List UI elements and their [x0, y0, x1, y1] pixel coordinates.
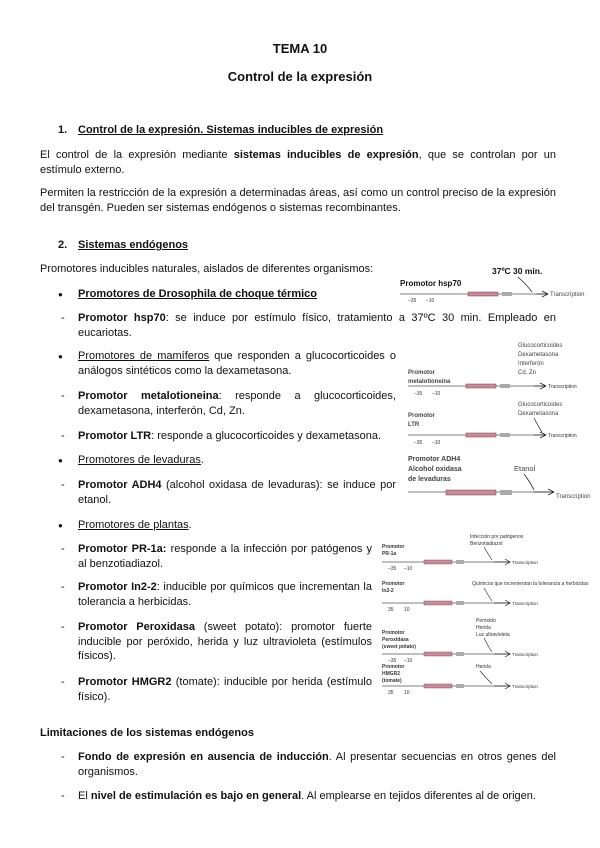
- metallothionein-item: Promotor metalotioneina: responde a glucocorticoides, dexametasona, interferón, Cd, Zn.: [78, 390, 396, 417]
- svg-text:35: 35: [388, 607, 394, 613]
- svg-text:(tomate): (tomate): [382, 678, 402, 684]
- section-1-heading: Control de la expresión. Sistemas inducibles de expresión: [78, 124, 384, 136]
- svg-text:–35: –35: [388, 658, 397, 664]
- svg-text:35: 35: [388, 690, 394, 696]
- hmgr2-promoter-diagram: [380, 660, 590, 696]
- transcription-arrow-icon: [534, 383, 546, 389]
- dash-marker: -: [61, 751, 65, 763]
- svg-text:Transcription: Transcription: [512, 601, 538, 606]
- dash-marker: -: [61, 312, 65, 324]
- bullet-marker: ●: [58, 521, 63, 530]
- dash-marker: -: [61, 581, 65, 593]
- transcription-arrow-icon: [494, 651, 510, 657]
- gene-box: [456, 560, 464, 564]
- dash-marker: -: [61, 543, 65, 555]
- peroxidase-promoter-diagram: [380, 614, 590, 664]
- pr1a-promoter-diagram: [380, 530, 590, 572]
- in22-item: Promotor In2-2: inducible por químicos que incrementan la tolerancia a herbicidas.: [78, 581, 372, 608]
- yeast-item: Promotores de levaduras.: [78, 454, 204, 466]
- svg-text:Promotor: Promotor: [408, 370, 435, 376]
- hmgr2-item: Promotor HMGR2 (tomate): inducible por herida (estímulo físico).: [78, 676, 372, 703]
- svg-text:Transcription: Transcription: [548, 384, 577, 390]
- adh4-promoter-diagram: [406, 452, 600, 504]
- promoter-box: [446, 490, 496, 495]
- svg-text:Alcohol oxidasa: Alcohol oxidasa: [408, 466, 462, 473]
- svg-text:Glucocorticoides: Glucocorticoides: [518, 343, 563, 349]
- limitations-heading: Limitaciones de los sistemas endógenos: [40, 727, 254, 739]
- svg-text:Luz ultravioleta: Luz ultravioleta: [476, 632, 510, 638]
- section-2-heading: Sistemas endógenos: [78, 239, 189, 251]
- hsp70-transcription: Transcription: [550, 292, 585, 298]
- hsp70-item: Promotor hsp70: se induce por estímulo físico, tratamiento a 37ºC 30 min. Empleado en eucariotas.: [78, 312, 556, 339]
- gene-box: [456, 684, 464, 688]
- svg-text:Transcription: Transcription: [512, 560, 538, 565]
- svg-text:PR-1a: PR-1a: [382, 551, 397, 557]
- svg-text:Dexametasona: Dexametasona: [518, 352, 559, 358]
- svg-text:Transcription: Transcription: [548, 433, 577, 439]
- in22-promoter-diagram: [380, 575, 598, 613]
- svg-text:Promotor: Promotor: [382, 581, 405, 587]
- dash-marker: -: [61, 676, 65, 688]
- pr1a-item: Promotor PR-1a: responde a la infección por patógenos y al benzotiadiazol.: [78, 543, 372, 570]
- mammals-item: Promotores de mamíferos que responden a glucocorticoides o análogos sintéticos como la dexametasona.: [78, 350, 396, 377]
- promoter-box: [424, 684, 452, 688]
- svg-text:Químicos que incrementan la to: Químicos que incrementan la tolerancia a herbicidas: [472, 581, 589, 587]
- gene-box: [456, 601, 464, 605]
- transcription-arrow-icon: [494, 600, 510, 606]
- svg-text:Promotor: Promotor: [408, 413, 435, 419]
- svg-text:metalotioneina: metalotioneina: [408, 379, 451, 385]
- section-2-intro: Promotores inducibles naturales, aislados de diferentes organismos:: [40, 263, 374, 275]
- svg-text:Glucocorticoides: Glucocorticoides: [518, 402, 563, 408]
- hsp70-promoter-diagram: [398, 264, 600, 304]
- svg-text:Interferón: Interferón: [518, 361, 544, 367]
- svg-text:Transcription: Transcription: [512, 652, 538, 657]
- svg-text:–10: –10: [404, 566, 413, 572]
- svg-text:Herida: Herida: [476, 664, 491, 670]
- limitation-2: El nivel de estimulación es bajo en general. Al emplearse en tejidos diferentes al de origen.: [78, 790, 536, 802]
- svg-text:HMGR2: HMGR2: [382, 671, 401, 677]
- gene-box: [500, 384, 510, 388]
- page-title: TEMA 10: [272, 41, 328, 56]
- svg-text:LTR: LTR: [408, 422, 420, 428]
- transcription-arrow-icon: [534, 489, 554, 495]
- svg-text:–10: –10: [432, 391, 441, 397]
- drosophila-heading: Promotores de Drosophila de choque térmico: [78, 288, 317, 300]
- dash-marker: -: [61, 479, 65, 491]
- gene-box: [500, 433, 510, 437]
- dash-marker: -: [61, 430, 65, 442]
- gene-box: [502, 292, 512, 296]
- svg-text:–10: –10: [432, 440, 441, 446]
- svg-text:Promotor: Promotor: [382, 630, 405, 636]
- dash-marker: -: [61, 390, 65, 402]
- bullet-marker: ●: [58, 290, 63, 299]
- svg-text:In2-2: In2-2: [382, 588, 394, 594]
- bullet-marker: ●: [58, 456, 63, 465]
- svg-text:Promotor ADH4: Promotor ADH4: [408, 456, 461, 463]
- limitation-1: Fondo de expresión en ausencia de inducción. Al presentar secuencias en otros genes del organismos.: [78, 751, 557, 778]
- svg-text:10: 10: [404, 607, 410, 613]
- svg-text:Promotor: Promotor: [382, 664, 405, 670]
- svg-text:Etanol: Etanol: [514, 464, 536, 473]
- svg-text:10: 10: [404, 690, 410, 696]
- section-1-paragraph-2: Permiten la restricción de la expresión a determinadas áreas, así como un control preciso de la expresión del transgén. Pueden ser sistemas endógenos o sistemas recombinantes.: [40, 187, 556, 214]
- gene-box: [500, 490, 512, 495]
- page-subtitle: Control de la expresión: [227, 69, 373, 84]
- svg-text:de levaduras: de levaduras: [408, 476, 451, 483]
- svg-text:Promotor: Promotor: [382, 544, 405, 550]
- tick-35: –35: [408, 298, 417, 304]
- svg-text:–10: –10: [404, 658, 413, 664]
- hsp70-stimulus: 37ºC 30 min.: [492, 266, 543, 276]
- bullet-marker: ●: [58, 352, 63, 361]
- ltr-item: Promotor LTR: responde a glucocorticoides y dexametasona.: [78, 430, 382, 442]
- promoter-box: [424, 601, 452, 605]
- promoter-box: [466, 433, 496, 437]
- svg-text:Dexametasona: Dexametasona: [518, 411, 559, 417]
- promoter-box: [466, 384, 496, 388]
- adh4-item: Promotor ADH4 (alcohol oxidasa de levaduras): se induce por etanol.: [78, 479, 396, 506]
- promoter-box: [468, 292, 498, 296]
- section-1-paragraph-1: El control de la expresión mediante sistemas inducibles de expresión, que se controlan por un estímulo externo.: [40, 149, 556, 176]
- gene-box: [456, 652, 464, 656]
- svg-text:Peroxidasa: Peroxidasa: [382, 637, 409, 643]
- promoter-box: [424, 652, 452, 656]
- svg-text:–35: –35: [414, 440, 423, 446]
- svg-text:(sweet potato): (sweet potato): [382, 644, 416, 650]
- transcription-arrow-icon: [494, 559, 510, 565]
- hsp70-label: Promotor hsp70: [400, 279, 462, 288]
- peroxidase-item: Promotor Peroxidasa (sweet potato): promotor fuerte inducible por peróxido, herida y luz ultravioleta (estímulos físicos).: [78, 621, 372, 662]
- ltr-promoter-diagram: [406, 398, 592, 446]
- svg-text:Transcription: Transcription: [556, 494, 591, 500]
- dash-marker: -: [61, 621, 65, 633]
- transcription-arrow-icon: [494, 683, 510, 689]
- hsp70-arrow-curve: [518, 277, 532, 292]
- dash-marker: -: [61, 790, 65, 802]
- metallothionein-promoter-diagram: [406, 339, 592, 399]
- svg-text:–35: –35: [414, 391, 423, 397]
- svg-text:Benzotiadiazol: Benzotiadiazol: [470, 541, 503, 547]
- svg-text:Herida: Herida: [476, 625, 491, 631]
- svg-text:Transcription: Transcription: [512, 684, 538, 689]
- section-2-number: 2.: [58, 239, 68, 251]
- promoter-box: [424, 560, 452, 564]
- plants-item: Promotores de plantas.: [78, 519, 192, 531]
- svg-text:Infección por patógenos: Infección por patógenos: [470, 534, 524, 540]
- svg-text:Cd, Zn: Cd, Zn: [518, 370, 537, 376]
- transcription-arrow-icon: [536, 291, 548, 297]
- svg-text:–35: –35: [388, 566, 397, 572]
- tick-10: –10: [426, 298, 435, 304]
- svg-text:Peróxido: Peróxido: [476, 618, 496, 624]
- transcription-arrow-icon: [534, 432, 546, 438]
- section-1-number: 1.: [58, 124, 68, 136]
